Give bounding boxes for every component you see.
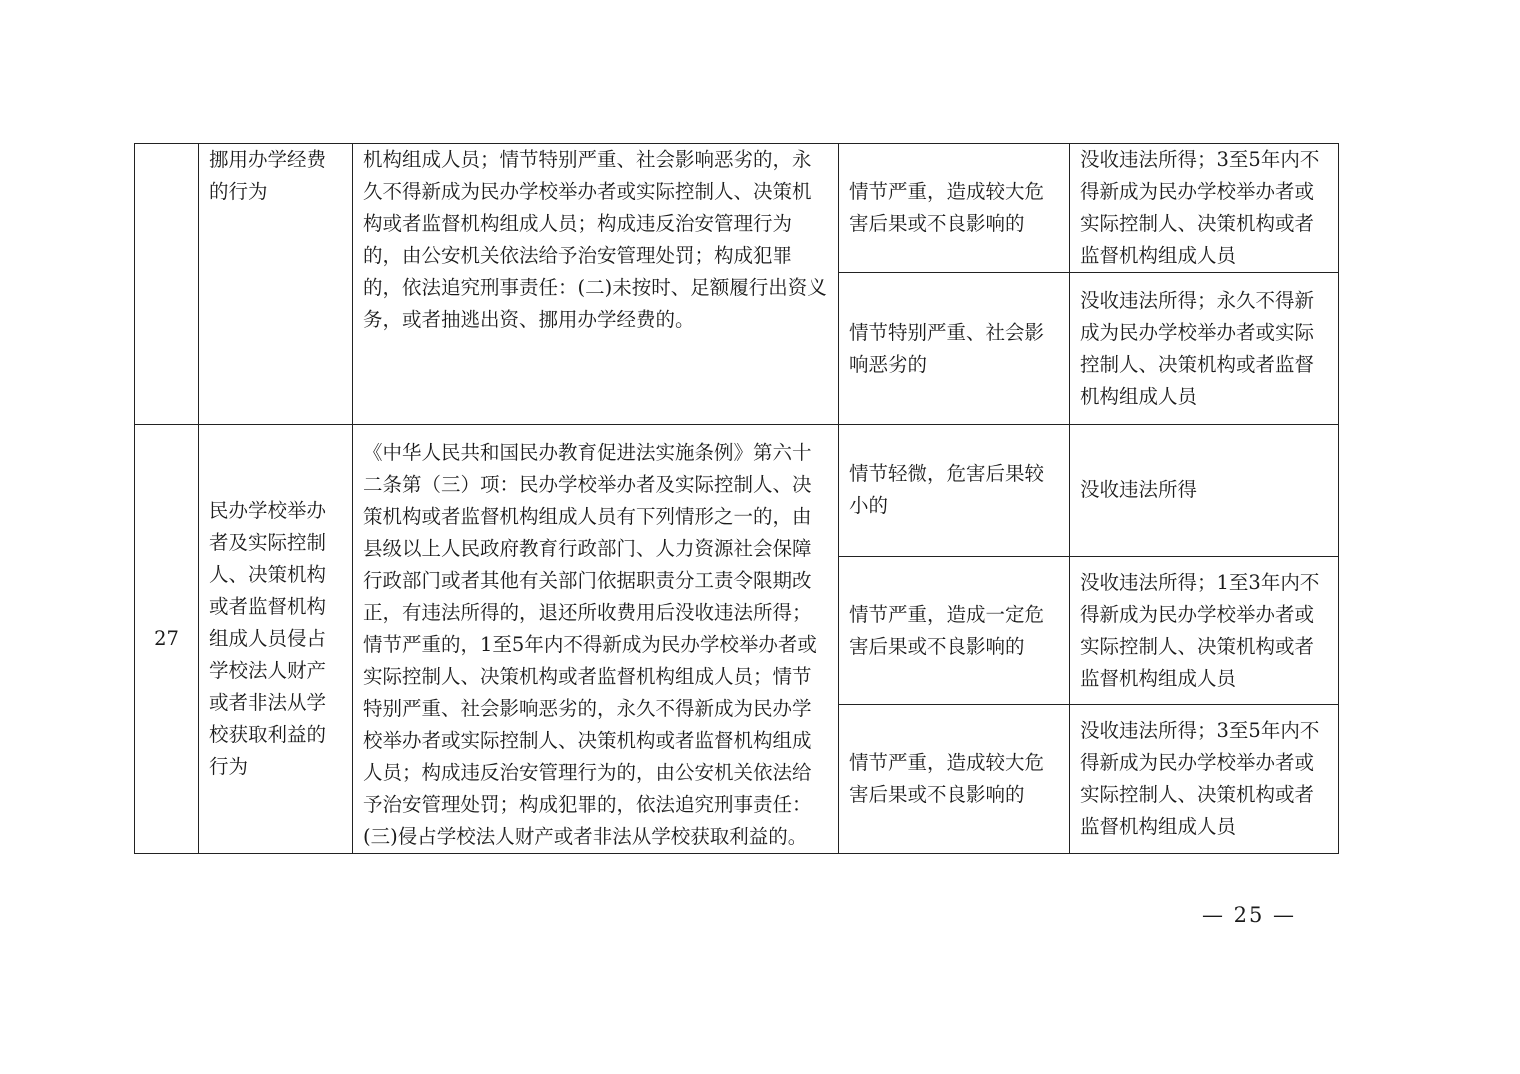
row-number: 27 (135, 425, 199, 854)
circumstance-cell: 情节轻微，危害后果较小的 (839, 425, 1070, 557)
penalty-cell: 没收违法所得；3至5年内不得新成为民办学校举办者或实际控制人、决策机构或者监督机构组成人员 (1070, 705, 1339, 854)
circumstance-cell: 情节严重，造成较大危害后果或不良影响的 (839, 144, 1070, 273)
penalty-cell: 没收违法所得；永久不得新成为民办学校举办者或实际控制人、决策机构或者监督机构组成人员 (1070, 273, 1339, 425)
circumstance-cell: 情节严重，造成较大危害后果或不良影响的 (839, 705, 1070, 854)
penalty-cell: 没收违法所得；1至3年内不得新成为民办学校举办者或实际控制人、决策机构或者监督机构组成人员 (1070, 556, 1339, 705)
violation-name: 民办学校举办者及实际控制人、决策机构或者监督机构组成人员侵占学校法人财产或者非法从学校获取利益的行为 (199, 425, 353, 854)
legal-basis: 《中华人民共和国民办教育促进法实施条例》第六十二条第（三）项：民办学校举办者及实际控制人、决策机构或者监督机构组成人员有下列情形之一的，由县级以上人民政府教育行政部门、人力资源社会保障行政部门或者其他有关部门依据职责分工责令限期改正，有违法所得的，退还所收费用后没收违法所得；情节严重的，1至5年内不得新成为民办学校举办者或实际控制人、决策机构或者监督机构组成人员；情节特别严重、社会影响恶劣的，永久不得新成为民办学校举办者或实际控制人、决策机构或者监督机构组成人员；构成违反治安管理行为的，由公安机关依法给予治安管理处罚；构成犯罪的，依法追究刑事责任：(三)侵占学校法人财产或者非法从学校获取利益的。 (353, 425, 839, 854)
circumstance-cell: 情节严重，造成一定危害后果或不良影响的 (839, 556, 1070, 705)
circumstance-cell: 情节特别严重、社会影响恶劣的 (839, 273, 1070, 425)
table-row (135, 425, 1339, 557)
violation-name: 挪用办学经费的行为 (199, 144, 353, 425)
penalty-table (134, 143, 1339, 854)
row-number (135, 144, 199, 425)
page-number: — 25 — (1201, 903, 1297, 927)
penalty-cell: 没收违法所得；3至5年内不得新成为民办学校举办者或实际控制人、决策机构或者监督机构组成人员 (1070, 144, 1339, 273)
penalty-cell: 没收违法所得 (1070, 425, 1339, 557)
legal-basis: 机构组成人员；情节特别严重、社会影响恶劣的，永久不得新成为民办学校举办者或实际控制人、决策机构或者监督机构组成人员；构成违反治安管理行为的，由公安机关依法给予治安管理处罚；构成犯罪的，依法追究刑事责任：(二)未按时、足额履行出资义务，或者抽逃出资、挪用办学经费的。 (353, 144, 839, 425)
table-row (135, 144, 1339, 273)
